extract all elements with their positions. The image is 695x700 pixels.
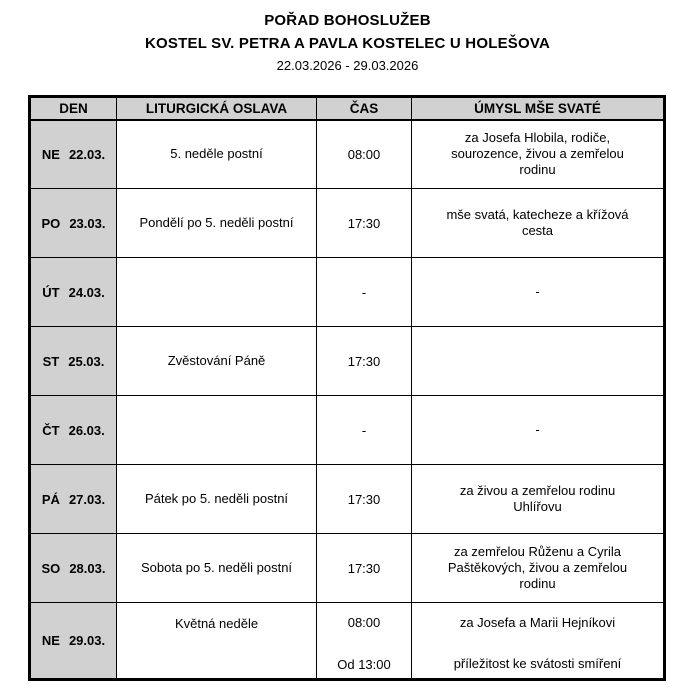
celebration-cell: Květná neděle (117, 603, 317, 680)
header-umysl: ÚMYSL MŠE SVATÉ (412, 97, 665, 120)
day-date: 24.03. (68, 284, 105, 300)
time-cell (317, 603, 412, 680)
date-range: 22.03.2026 - 29.03.2026 (276, 58, 419, 73)
day-date: 29.03. (68, 633, 106, 648)
day-cell (30, 465, 117, 534)
day-abbr: NE (41, 633, 60, 648)
header-row (30, 97, 665, 120)
celebration-cell: Zvěstování Páně (117, 327, 317, 396)
day-cell (30, 327, 117, 396)
time-cell: - (317, 396, 412, 465)
intention-cell: - (412, 396, 665, 465)
table-row (30, 327, 665, 396)
day-cell (30, 258, 117, 327)
header-oslava: LITURGICKÁ OSLAVA (117, 97, 317, 120)
day-abbr: PÁ (41, 491, 60, 507)
day-date: 22.03. (68, 146, 106, 162)
table-row (30, 120, 665, 189)
schedule-table (28, 95, 666, 681)
day-cell (30, 603, 117, 680)
intention-cell (412, 603, 665, 680)
time-cell: 17:30 (317, 465, 412, 534)
day-date: 26.03. (68, 422, 105, 438)
day-date: 28.03. (69, 560, 106, 576)
time-cell: 17:30 (317, 534, 412, 603)
intention-cell: za Josefa Hlobila, rodiče, sourozence, živou a zemřelou rodinu (412, 120, 665, 189)
intention-cell: mše svatá, katecheze a křížová cesta (412, 189, 665, 258)
day-abbr: NE (41, 146, 60, 162)
day-cell (30, 120, 117, 189)
header-den: DEN (30, 97, 117, 120)
celebration-cell: Sobota po 5. neděli postní (117, 534, 317, 603)
intention-cell: za živou a zemřelou rodinu Uhlířovu (412, 465, 665, 534)
day-abbr: ČT (42, 422, 60, 438)
time-cell: 17:30 (317, 327, 412, 396)
table-row (30, 396, 665, 465)
day-abbr: SO (41, 560, 61, 576)
document-header (0, 12, 695, 73)
day-date: 27.03. (68, 491, 106, 507)
intention-cell: za zemřelou Růženu a Cyrila Paštěkových, živou a zemřelou rodinu (412, 534, 665, 603)
time-entry-1: 08:00 (347, 615, 381, 630)
time-cell: - (317, 258, 412, 327)
table-row (30, 465, 665, 534)
church-name: KOSTEL SV. PETRA A PAVLA KOSTELEC U HOLEŠOVA (145, 35, 550, 52)
day-date: 25.03. (68, 353, 105, 369)
document-title: POŘAD BOHOSLUŽEB (264, 12, 431, 29)
day-abbr: PO (41, 215, 61, 231)
intention-entry-2: příležitost ke svátosti smíření (453, 655, 622, 671)
celebration-cell (117, 396, 317, 465)
intention-cell (412, 327, 665, 396)
time-entry-2: Od 13:00 (337, 657, 391, 672)
day-cell (30, 396, 117, 465)
day-date: 23.03. (69, 215, 106, 231)
day-abbr: ST (42, 353, 60, 369)
celebration-cell (117, 258, 317, 327)
day-cell (30, 534, 117, 603)
celebration-cell: Pondělí po 5. neděli postní (117, 189, 317, 258)
day-abbr: ÚT (42, 284, 60, 300)
table-row (30, 534, 665, 603)
celebration-cell: Pátek po 5. neděli postní (117, 465, 317, 534)
celebration-cell: 5. neděle postní (117, 120, 317, 189)
table-row (30, 258, 665, 327)
time-cell: 08:00 (317, 120, 412, 189)
time-cell: 17:30 (317, 189, 412, 258)
day-cell (30, 189, 117, 258)
header-cas: ČAS (317, 97, 412, 120)
table-row (30, 603, 665, 680)
intention-cell: - (412, 258, 665, 327)
intention-entry-1: za Josefa a Marii Hejníkovi (459, 615, 616, 630)
table-row (30, 189, 665, 258)
